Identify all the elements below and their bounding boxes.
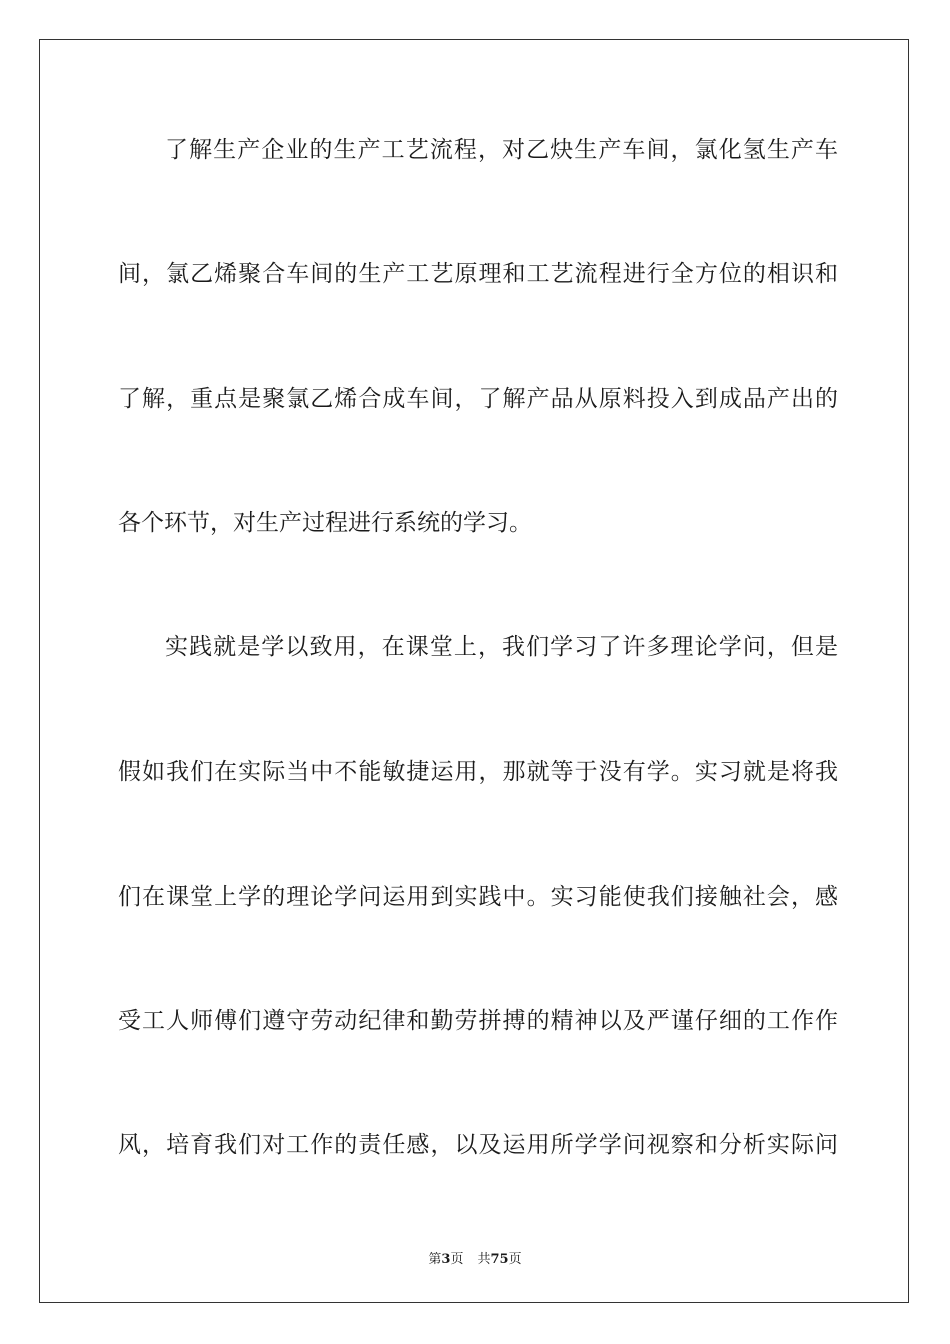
footer-total-suffix: 页 bbox=[508, 1252, 522, 1267]
paragraph-2-line-1: 实践就是学以致用，在课堂上，我们学习了许多理论学问，但是 bbox=[165, 634, 838, 660]
footer-page-suffix: 页 bbox=[450, 1252, 464, 1267]
paragraph-2-line-3: 们在课堂上学的理论学问运用到实践中。实习能使我们接触社会，感 bbox=[118, 884, 838, 910]
page-border bbox=[39, 39, 909, 1303]
paragraph-1-line-2: 间，氯乙烯聚合车间的生产工艺原理和工艺流程进行全方位的相识和 bbox=[118, 261, 838, 287]
footer-total-prefix: 共 bbox=[477, 1252, 491, 1267]
paragraph-2-line-2: 假如我们在实际当中不能敏捷运用，那就等于没有学。实习就是将我 bbox=[118, 759, 838, 785]
paragraph-1-line-4: 各个环节，对生产过程进行系统的学习。 bbox=[118, 510, 532, 536]
paragraph-2-line-4: 受工人师傅们遵守劳动纪律和勤劳拼搏的精神以及严谨仔细的工作作 bbox=[118, 1008, 838, 1034]
page-footer bbox=[0, 1248, 950, 1267]
footer-page-prefix: 第 bbox=[428, 1252, 442, 1267]
paragraph-2-line-5: 风，培育我们对工作的责任感，以及运用所学学问视察和分析实际问 bbox=[118, 1132, 838, 1158]
footer-total-pages: 75 bbox=[490, 1252, 509, 1267]
paragraph-1-line-1: 了解生产企业的生产工艺流程，对乙炔生产车间，氯化氢生产车 bbox=[165, 137, 838, 163]
footer-current-page: 3 bbox=[441, 1252, 451, 1267]
paragraph-1-line-3: 了解，重点是聚氯乙烯合成车间，了解产品从原料投入到成品产出的 bbox=[118, 386, 838, 412]
